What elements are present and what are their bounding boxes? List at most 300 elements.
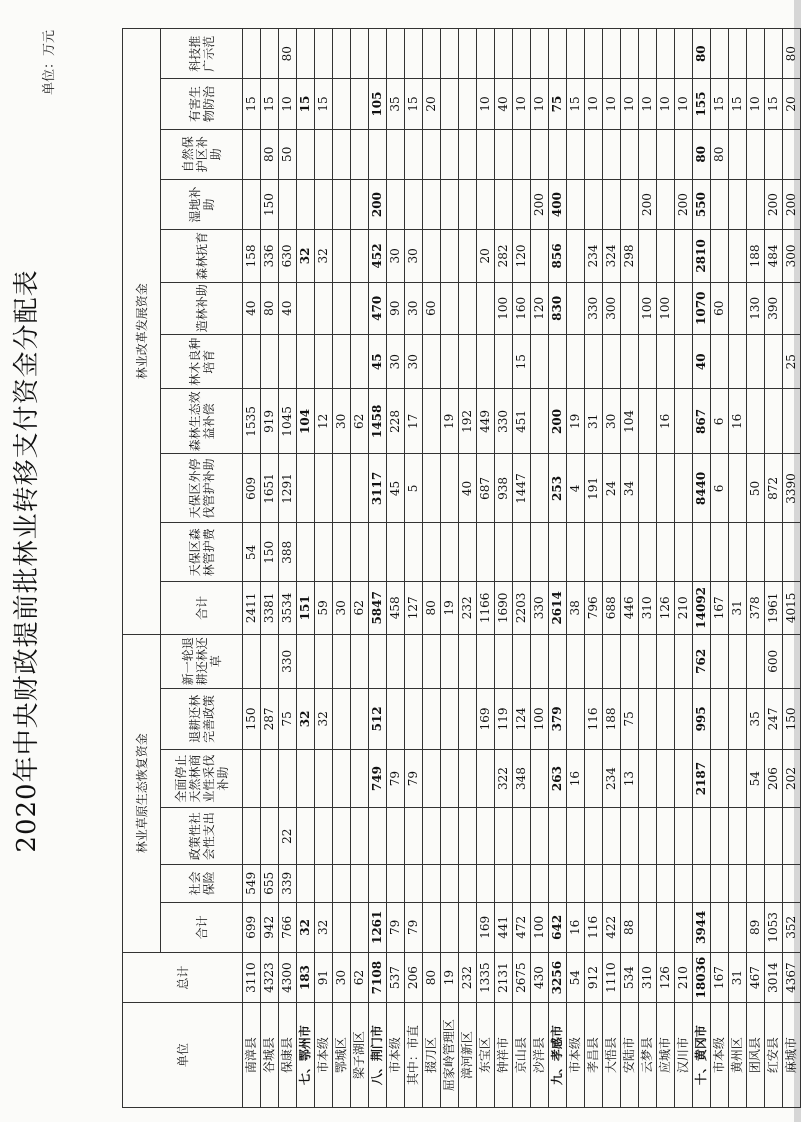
- table-cell: 1335: [477, 952, 495, 1002]
- row-unit-name: 麻城市: [783, 1003, 801, 1108]
- table-cell: [297, 749, 315, 808]
- table-cell: 200: [765, 179, 783, 229]
- table-cell: 12: [315, 389, 333, 454]
- table-cell: [513, 808, 531, 865]
- table-cell: [603, 808, 621, 865]
- table-cell: 324: [603, 230, 621, 282]
- table-cell: [729, 334, 747, 388]
- table-cell: 158: [243, 230, 261, 282]
- table-cell: [549, 129, 567, 179]
- table-cell: [729, 282, 747, 334]
- table-cell: 6: [711, 389, 729, 454]
- table-cell: 10: [603, 79, 621, 129]
- table-cell: 200: [639, 179, 657, 229]
- table-cell: [423, 389, 441, 454]
- table-cell: [495, 808, 513, 865]
- table-cell: [315, 634, 333, 688]
- table-cell: 16: [567, 749, 585, 808]
- table-cell: 160: [513, 282, 531, 334]
- table-cell: 89: [747, 902, 765, 952]
- table-cell: [639, 902, 657, 952]
- table-cell: [765, 523, 783, 582]
- table-cell: 938: [495, 454, 513, 523]
- table-cell: 4: [567, 454, 585, 523]
- table-cell: 600: [765, 634, 783, 688]
- table-cell: [459, 334, 477, 388]
- table-cell: 31: [729, 952, 747, 1002]
- table-cell: [567, 230, 585, 282]
- table-cell: 390: [765, 282, 783, 334]
- table-cell: 3390: [783, 454, 801, 523]
- table-cell: 10: [747, 79, 765, 129]
- document-title: 2020年中央财政提前批林业转移支付资金分配表: [12, 269, 42, 853]
- table-cell: [333, 79, 351, 129]
- table-cell: 1447: [513, 454, 531, 523]
- table-cell: [657, 334, 675, 388]
- table-cell: 80: [423, 582, 441, 634]
- table-cell: [729, 179, 747, 229]
- table-cell: 188: [603, 689, 621, 750]
- table-cell: [315, 808, 333, 865]
- table-cell: [657, 179, 675, 229]
- table-cell: [477, 282, 495, 334]
- table-cell: 32: [297, 689, 315, 750]
- table-cell: [459, 689, 477, 750]
- table-cell: 169: [477, 689, 495, 750]
- table-cell: 40: [459, 454, 477, 523]
- table-cell: [423, 129, 441, 179]
- table-cell: [441, 230, 459, 282]
- table-cell: [585, 129, 603, 179]
- row-unit-name: 汉川市: [675, 1003, 693, 1108]
- table-cell: [729, 634, 747, 688]
- table-cell: 191: [585, 454, 603, 523]
- table-cell: [459, 129, 477, 179]
- table-cell: 766: [279, 902, 297, 952]
- header-group-eco-restore: 林业草原生态恢复资金: [123, 634, 161, 952]
- table-cell: 210: [675, 582, 693, 634]
- table-cell: [441, 179, 459, 229]
- table-cell: [513, 634, 531, 688]
- table-cell: [729, 523, 747, 582]
- table-cell: [441, 454, 459, 523]
- table-cell: 749: [369, 749, 387, 808]
- table-cell: [387, 523, 405, 582]
- table-cell: [675, 808, 693, 865]
- table-cell: 15: [711, 79, 729, 129]
- table-cell: [549, 634, 567, 688]
- table-cell: [297, 334, 315, 388]
- table-cell: 14092: [693, 582, 711, 634]
- header-total: 总计: [123, 952, 243, 1002]
- table-cell: [621, 864, 639, 902]
- table-cell: [477, 129, 495, 179]
- table-cell: 45: [369, 334, 387, 388]
- table-cell: 2675: [513, 952, 531, 1002]
- table-cell: 150: [261, 523, 279, 582]
- table-cell: [351, 808, 369, 865]
- table-cell: 451: [513, 389, 531, 454]
- table-cell: 263: [549, 749, 567, 808]
- table-cell: [387, 29, 405, 79]
- header-unit: 单位: [123, 1003, 243, 1108]
- table-cell: [279, 179, 297, 229]
- table-cell: [405, 523, 423, 582]
- table-cell: 796: [585, 582, 603, 634]
- table-cell: [729, 454, 747, 523]
- table-cell: [477, 808, 495, 865]
- table-row: [351, 29, 369, 1108]
- table-cell: [261, 808, 279, 865]
- table-cell: 8440: [693, 454, 711, 523]
- table-cell: 32: [297, 230, 315, 282]
- row-unit-name: 市本级: [315, 1003, 333, 1108]
- table-cell: 34: [621, 454, 639, 523]
- table-cell: [297, 179, 315, 229]
- table-cell: [441, 864, 459, 902]
- table-cell: [603, 129, 621, 179]
- table-cell: [423, 902, 441, 952]
- table-cell: [513, 179, 531, 229]
- table-cell: 1535: [243, 389, 261, 454]
- table-cell: [639, 334, 657, 388]
- table-cell: [333, 808, 351, 865]
- table-cell: 80: [783, 29, 801, 79]
- table-cell: [639, 634, 657, 688]
- table-cell: [657, 29, 675, 79]
- table-cell: [711, 689, 729, 750]
- header-new-round: 新一轮退耕还林还草: [161, 634, 243, 688]
- table-cell: 537: [387, 952, 405, 1002]
- table-cell: 630: [279, 230, 297, 282]
- table-cell: 100: [531, 902, 549, 952]
- table-cell: 234: [585, 230, 603, 282]
- table-body: [243, 29, 801, 1108]
- table-cell: [675, 454, 693, 523]
- table-row: [621, 29, 639, 1108]
- table-cell: 3534: [279, 582, 297, 634]
- table-cell: 609: [243, 454, 261, 523]
- table-cell: [405, 864, 423, 902]
- table-cell: 18036: [693, 952, 711, 1002]
- table-row: [333, 29, 351, 1108]
- table-cell: [351, 79, 369, 129]
- table-cell: [603, 523, 621, 582]
- table-cell: [567, 808, 585, 865]
- table-cell: [441, 808, 459, 865]
- table-cell: 452: [369, 230, 387, 282]
- table-cell: 80: [711, 129, 729, 179]
- table-cell: 126: [657, 952, 675, 1002]
- table-cell: [333, 179, 351, 229]
- table-cell: 105: [369, 79, 387, 129]
- table-cell: 10: [513, 79, 531, 129]
- table-cell: [261, 749, 279, 808]
- table-cell: 867: [693, 389, 711, 454]
- table-cell: [459, 282, 477, 334]
- table-cell: 62: [351, 952, 369, 1002]
- table-cell: [477, 749, 495, 808]
- table-cell: 348: [513, 749, 531, 808]
- table-cell: 4015: [783, 582, 801, 634]
- header-pest: 有害生物防治: [161, 79, 243, 129]
- table-cell: 90: [387, 282, 405, 334]
- table-cell: 6: [711, 454, 729, 523]
- table-cell: [729, 808, 747, 865]
- table-cell: [765, 389, 783, 454]
- table-cell: 25: [783, 334, 801, 388]
- table-cell: 13: [621, 749, 639, 808]
- table-cell: 167: [711, 952, 729, 1002]
- table-cell: 130: [747, 282, 765, 334]
- table-cell: [657, 634, 675, 688]
- table-cell: [675, 864, 693, 902]
- header-eco-benefit: 森林生态效益补偿: [161, 389, 243, 454]
- table-cell: 120: [513, 230, 531, 282]
- table-cell: [423, 29, 441, 79]
- table-cell: [243, 634, 261, 688]
- table-row: [603, 29, 621, 1108]
- table-row: [531, 29, 549, 1108]
- table-cell: [261, 634, 279, 688]
- table-cell: [333, 689, 351, 750]
- table-cell: 79: [387, 902, 405, 952]
- table-cell: 300: [603, 282, 621, 334]
- table-cell: 22: [279, 808, 297, 865]
- table-cell: 15: [261, 79, 279, 129]
- table-cell: [423, 634, 441, 688]
- table-cell: [567, 282, 585, 334]
- table-cell: 550: [693, 179, 711, 229]
- table-cell: [639, 389, 657, 454]
- table-cell: [351, 523, 369, 582]
- table-cell: 1166: [477, 582, 495, 634]
- table-cell: [351, 179, 369, 229]
- table-row: [765, 29, 783, 1108]
- table-cell: 247: [765, 689, 783, 750]
- table-cell: 441: [495, 902, 513, 952]
- table-cell: [369, 523, 387, 582]
- table-row: [783, 29, 801, 1108]
- table-cell: [747, 334, 765, 388]
- table-cell: [369, 634, 387, 688]
- table-cell: 830: [549, 282, 567, 334]
- table-cell: 310: [639, 952, 657, 1002]
- table-row: [693, 29, 711, 1108]
- table-cell: [711, 864, 729, 902]
- table-row: [441, 29, 459, 1108]
- table-cell: [711, 179, 729, 229]
- header-grain-to-green: 退耕还林完善政策: [161, 689, 243, 750]
- table-cell: [315, 334, 333, 388]
- table-cell: [441, 129, 459, 179]
- table-cell: [459, 179, 477, 229]
- table-cell: 80: [423, 952, 441, 1002]
- table-row: [315, 29, 333, 1108]
- table-cell: [657, 902, 675, 952]
- table-cell: [675, 902, 693, 952]
- table-cell: [459, 808, 477, 865]
- table-row: [279, 29, 297, 1108]
- table-cell: 38: [567, 582, 585, 634]
- table-cell: 10: [675, 79, 693, 129]
- table-cell: [315, 454, 333, 523]
- table-cell: [765, 129, 783, 179]
- table-cell: [549, 29, 567, 79]
- table-cell: [333, 523, 351, 582]
- table-cell: 10: [477, 79, 495, 129]
- table-cell: [333, 634, 351, 688]
- table-cell: [333, 230, 351, 282]
- table-cell: [783, 129, 801, 179]
- row-unit-name: 红安县: [765, 1003, 783, 1108]
- table-cell: 4300: [279, 952, 297, 1002]
- header-wetland: 湿地补助: [161, 179, 243, 229]
- table-cell: 655: [261, 864, 279, 902]
- table-cell: 45: [387, 454, 405, 523]
- table-cell: 60: [423, 282, 441, 334]
- table-cell: [603, 29, 621, 79]
- row-unit-name: 云梦县: [639, 1003, 657, 1108]
- table-cell: [513, 129, 531, 179]
- row-unit-name: 八、荆门市: [369, 1003, 387, 1108]
- table-cell: [297, 864, 315, 902]
- table-cell: 484: [765, 230, 783, 282]
- header-tbh-outside: 天保区外停伐管护补助: [161, 454, 243, 523]
- table-cell: [621, 523, 639, 582]
- table-cell: 80: [279, 29, 297, 79]
- table-cell: 188: [747, 230, 765, 282]
- table-cell: [459, 523, 477, 582]
- table-cell: [405, 808, 423, 865]
- table-cell: 1053: [765, 902, 783, 952]
- table-cell: [441, 902, 459, 952]
- table-cell: [423, 749, 441, 808]
- table-row: [729, 29, 747, 1108]
- table-cell: 1291: [279, 454, 297, 523]
- table-cell: [531, 749, 549, 808]
- table-cell: [711, 808, 729, 865]
- table-cell: 336: [261, 230, 279, 282]
- table-cell: [441, 523, 459, 582]
- table-cell: 642: [549, 902, 567, 952]
- table-cell: [495, 179, 513, 229]
- table-cell: [423, 808, 441, 865]
- table-cell: [333, 29, 351, 79]
- table-cell: [711, 29, 729, 79]
- table-cell: [423, 689, 441, 750]
- table-cell: 59: [315, 582, 333, 634]
- table-cell: 124: [513, 689, 531, 750]
- table-cell: [675, 389, 693, 454]
- table-cell: [603, 179, 621, 229]
- table-row: [657, 29, 675, 1108]
- table-cell: [369, 808, 387, 865]
- table-cell: 116: [585, 689, 603, 750]
- table-cell: 687: [477, 454, 495, 523]
- table-cell: [621, 634, 639, 688]
- table-cell: 995: [693, 689, 711, 750]
- table-cell: 30: [603, 389, 621, 454]
- table-cell: [711, 230, 729, 282]
- table-cell: [423, 864, 441, 902]
- table-cell: [495, 334, 513, 388]
- table-cell: 32: [297, 902, 315, 952]
- table-cell: 62: [351, 389, 369, 454]
- table-cell: [621, 334, 639, 388]
- table-cell: 79: [387, 749, 405, 808]
- table-row: [405, 29, 423, 1108]
- table-row: [459, 29, 477, 1108]
- table-cell: [387, 689, 405, 750]
- table-cell: [513, 523, 531, 582]
- row-unit-name: 东宝区: [477, 1003, 495, 1108]
- table-cell: [585, 29, 603, 79]
- table-cell: 2203: [513, 582, 531, 634]
- table-cell: [423, 454, 441, 523]
- table-cell: [495, 129, 513, 179]
- table-cell: 300: [783, 230, 801, 282]
- table-cell: [657, 454, 675, 523]
- table-row: [369, 29, 387, 1108]
- row-unit-name: 梁子湖区: [351, 1003, 369, 1108]
- table-cell: [621, 808, 639, 865]
- table-cell: 54: [567, 952, 585, 1002]
- table-cell: [711, 634, 729, 688]
- table-row: [567, 29, 585, 1108]
- table-cell: 5847: [369, 582, 387, 634]
- table-cell: 2187: [693, 749, 711, 808]
- table-cell: 100: [495, 282, 513, 334]
- header-tech: 科技推广示范: [161, 29, 243, 79]
- row-unit-name: 大悟县: [603, 1003, 621, 1108]
- row-unit-name: 孝昌县: [585, 1003, 603, 1108]
- table-cell: [387, 634, 405, 688]
- table-cell: 54: [243, 523, 261, 582]
- table-cell: [711, 334, 729, 388]
- row-unit-name: 市本级: [711, 1003, 729, 1108]
- table-cell: [747, 129, 765, 179]
- table-cell: [459, 79, 477, 129]
- table-cell: 3014: [765, 952, 783, 1002]
- table-cell: 200: [531, 179, 549, 229]
- table-cell: 116: [585, 902, 603, 952]
- header-logging-stop: 全面停止天然林商业性采伐补助: [161, 749, 243, 808]
- table-cell: 62: [351, 582, 369, 634]
- table-cell: [549, 864, 567, 902]
- table-cell: 322: [495, 749, 513, 808]
- table-cell: 1651: [261, 454, 279, 523]
- table-cell: [333, 129, 351, 179]
- table-cell: 379: [549, 689, 567, 750]
- table-cell: [585, 808, 603, 865]
- table-cell: [747, 179, 765, 229]
- table-cell: 206: [405, 952, 423, 1002]
- header-nature-reserve: 自然保护区补助: [161, 129, 243, 179]
- table-cell: [297, 29, 315, 79]
- table-cell: 699: [243, 902, 261, 952]
- table-cell: 253: [549, 454, 567, 523]
- table-cell: [351, 129, 369, 179]
- table-cell: [711, 523, 729, 582]
- table-cell: 762: [693, 634, 711, 688]
- row-unit-name: 南漳县: [243, 1003, 261, 1108]
- table-cell: [351, 282, 369, 334]
- table-cell: 104: [621, 389, 639, 454]
- table-cell: [585, 749, 603, 808]
- row-unit-name: 市本级: [567, 1003, 585, 1108]
- table-cell: [441, 29, 459, 79]
